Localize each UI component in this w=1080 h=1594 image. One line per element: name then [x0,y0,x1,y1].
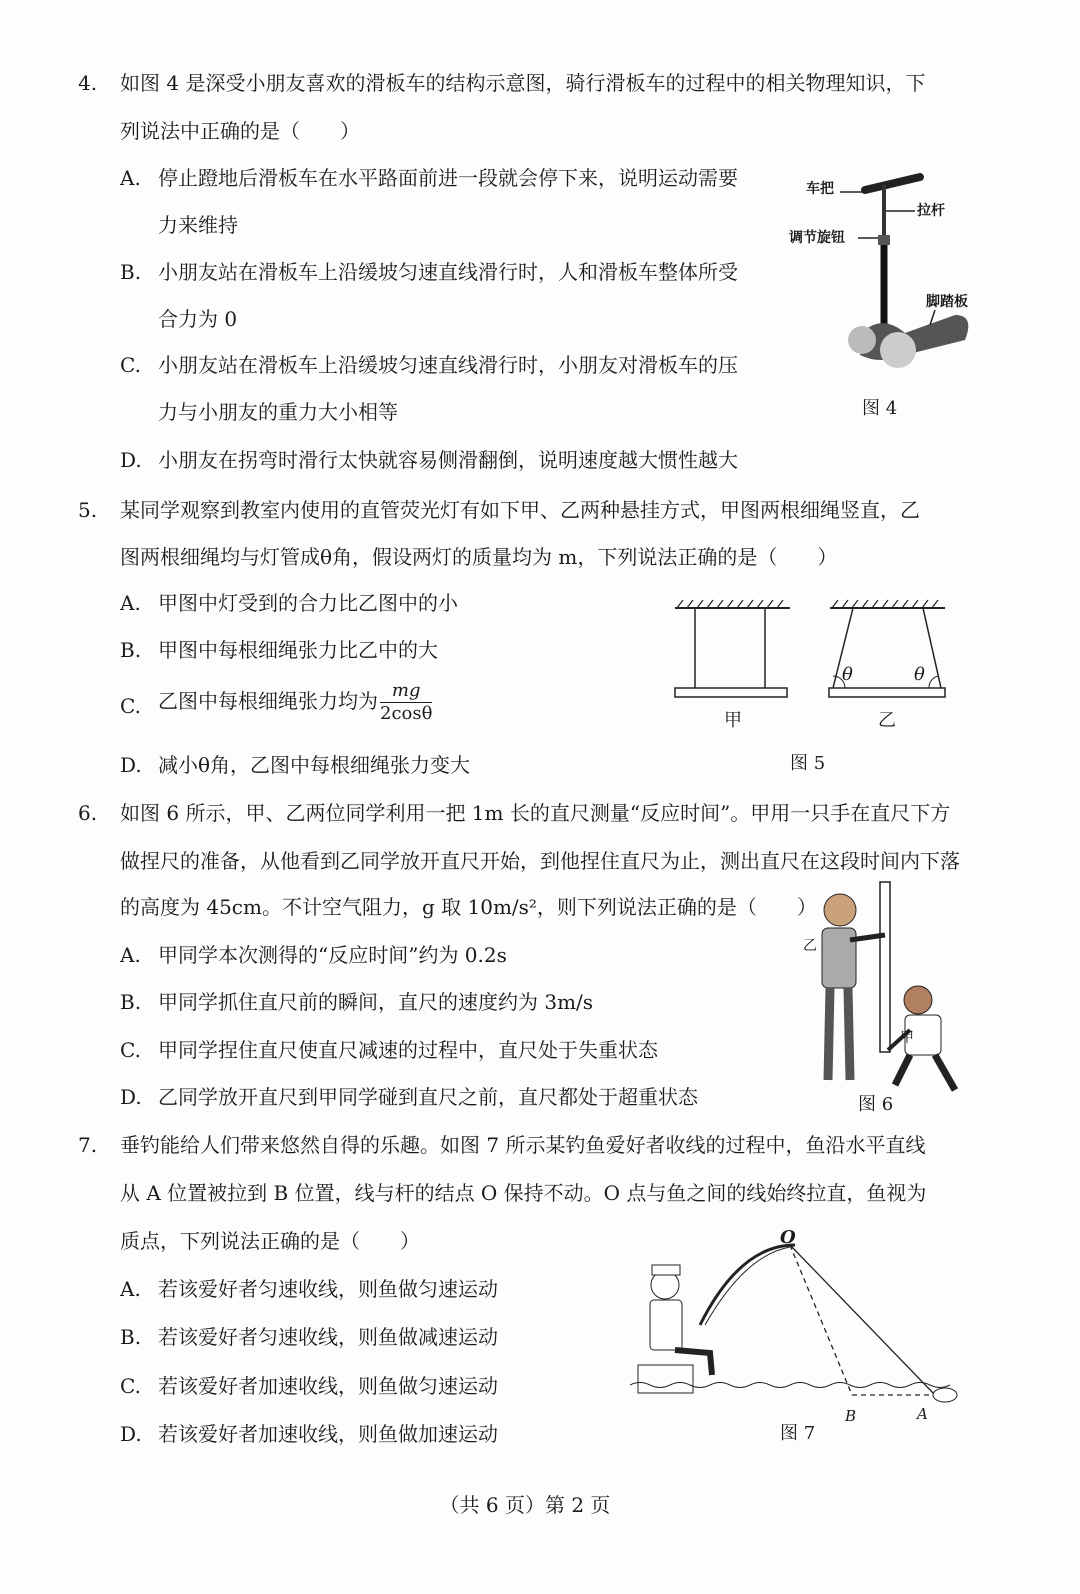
option-label: B. [120,638,142,662]
option-text: 甲同学抓住直尺前的瞬间，直尺的速度约为 3m/s [158,990,594,1014]
option-label: C. [120,1038,141,1062]
option-text: 小朋友站在滑板车上沿缓坡匀速直线滑行时，小朋友对滑板车的压 [158,353,738,377]
denominator: 2cosθ [380,703,433,724]
option-label: B. [120,260,142,284]
figure-label: 脚踏板 [926,294,968,310]
question-number: 6. [78,801,98,825]
option-text: 小朋友在拐弯时滑行太快就容易侧滑翻倒，说明速度越大惯性越大 [158,448,738,472]
option-label: A. [120,1277,141,1301]
question-text: 某同学观察到教室内使用的直管荧光灯有如下甲、乙两种悬挂方式，甲图两根细绳竖直，乙 [120,498,920,522]
option-text: 若该爱好者加速收线，则鱼做匀速运动 [158,1374,498,1398]
option-text: 合力为 0 [158,307,238,331]
option-text: 若该爱好者匀速收线，则鱼做匀速运动 [158,1277,498,1301]
point-label: A [917,1405,928,1423]
option-label: A. [120,166,141,190]
option-label: B. [120,1325,142,1349]
option-text: 甲同学本次测得的“反应时间”约为 0.2s [158,943,507,967]
scooter-figure [780,165,980,395]
numerator: mg [380,680,432,703]
option-text [158,680,432,725]
question-number: 5. [78,498,98,522]
figure-caption: 图 5 [790,753,826,774]
figure-label: 拉杆 [917,203,945,219]
question-text: 如图 4 是深受小朋友喜欢的滑板车的结构示意图，骑行滑板车的过程中的相关物理知识，下 [120,71,926,95]
option-text: 甲图中灯受到的合力比乙图中的小 [158,591,458,615]
point-label: B [845,1407,857,1425]
option-text-prefix: 乙图中每根细绳张力均为 [158,689,378,713]
option-label: D. [120,1422,142,1446]
point-label: O [780,1227,796,1248]
option-text: 甲图中每根细绳张力比乙中的大 [158,638,438,662]
page-footer: （共 6 页）第 2 页 [439,1493,611,1517]
option-label: C. [120,1374,141,1398]
question-text: 的高度为 45cm。不计空气阻力，g 取 10m/s²，则下列说法正确的是（ ） [120,895,817,919]
option-label: A. [120,943,141,967]
figure-label: 甲 [724,710,742,731]
angle-label: θ [914,664,925,685]
option-text: 甲同学捏住直尺使直尺减速的过程中，直尺处于失重状态 [158,1038,658,1062]
question-number: 7. [78,1133,98,1157]
figure-label: 乙 [878,710,896,731]
option-label: D. [120,448,142,472]
figure-label: 甲 [900,1030,914,1046]
option-text: 乙同学放开直尺到甲同学碰到直尺之前，直尺都处于超重状态 [158,1085,698,1109]
question-text: 图两根细绳均与灯管成θ角，假设两灯的质量均为 m，下列说法正确的是（ ） [120,545,838,569]
option-text: 小朋友站在滑板车上沿缓坡匀速直线滑行时，人和滑板车整体所受 [158,260,738,284]
figure-caption: 图 7 [780,1423,816,1444]
fishing-figure [630,1225,970,1425]
question-text: 做捏尺的准备，从他看到乙同学放开直尺开始，到他捏住直尺为止，测出直尺在这段时间内下落 [120,849,960,873]
figure-caption: 图 4 [862,398,898,419]
ruler-reaction-figure [800,880,965,1095]
question-number: 4. [78,71,98,95]
option-text: 力与小朋友的重力大小相等 [158,400,398,424]
option-text: 减小θ角，乙图中每根细绳张力变大 [158,753,471,777]
option-label: D. [120,1085,142,1109]
figure-label: 乙 [803,938,817,954]
option-label: C. [120,353,141,377]
question-text: 垂钓能给人们带来悠然自得的乐趣。如图 7 所示某钓鱼爱好者收线的过程中，鱼沿水平直线 [120,1133,926,1157]
question-text: 从 A 位置被拉到 B 位置，线与杆的结点 O 保持不动。O 点与鱼之间的线始终拉直，鱼视为 [120,1181,927,1205]
option-text: 若该爱好者匀速收线，则鱼做减速运动 [158,1325,498,1349]
figure-caption: 图 6 [858,1094,894,1115]
option-label: A. [120,591,141,615]
question-text: 如图 6 所示，甲、乙两位同学利用一把 1m 长的直尺测量“反应时间”。甲用一只手在直尺下方 [120,801,951,825]
fraction [380,680,432,725]
option-text: 若该爱好者加速收线，则鱼做加速运动 [158,1422,498,1446]
option-text: 停止蹬地后滑板车在水平路面前进一段就会停下来，说明运动需要 [158,166,738,190]
option-text: 力来维持 [158,213,238,237]
figure-label: 车把 [806,181,834,197]
question-text: 列说法中正确的是（ ） [120,119,360,143]
figure-label: 调节旋钮 [789,230,845,246]
option-label: C. [120,694,141,718]
option-label: B. [120,990,142,1014]
lamp-hanging-figure [665,598,955,708]
question-text: 质点，下列说法正确的是（ ） [120,1229,420,1253]
angle-label: θ [842,664,853,685]
option-label: D. [120,753,142,777]
